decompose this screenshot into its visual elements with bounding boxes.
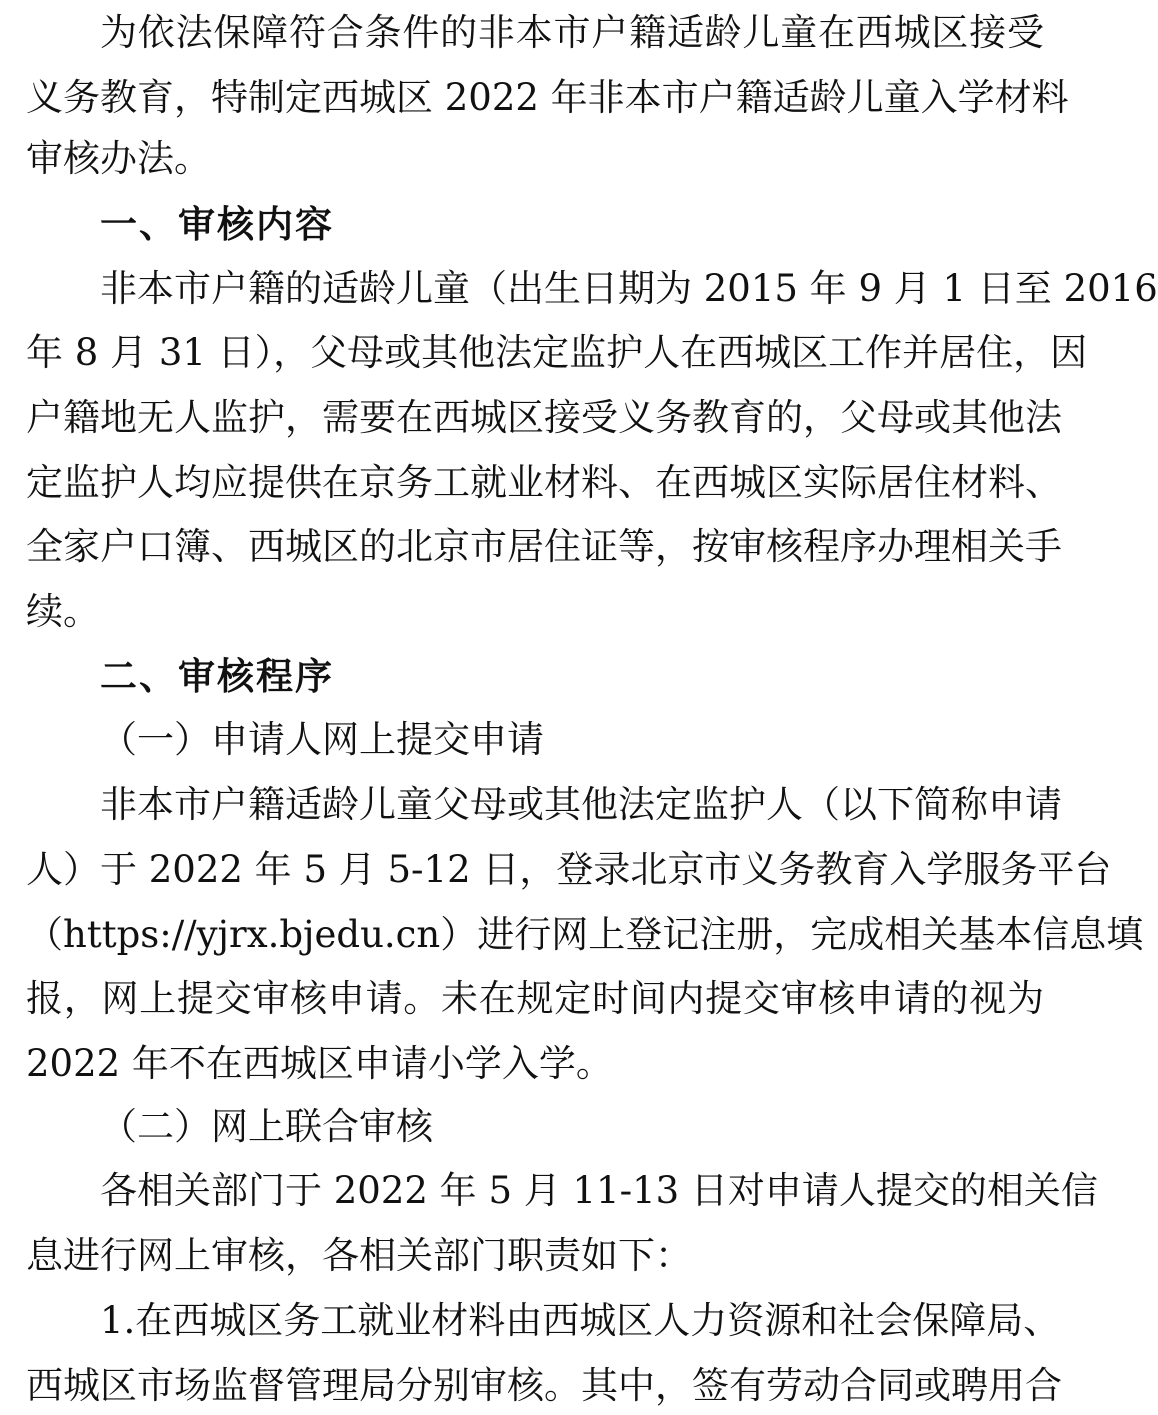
- paragraph-application-line-5: 2022 年不在西城区申请小学入学。: [26, 1042, 613, 1085]
- paragraph-review-line-1: 各相关部门于 2022 年 5 月 11-13 日对申请人提交的相关信: [100, 1169, 1098, 1212]
- paragraph-application-line-3: （https://yjrx.bjedu.cn）进行网上登记注册，完成相关基本信息填: [26, 913, 1144, 956]
- paragraph-content-line-3: 户籍地无人监护，需要在西城区接受义务教育的，父母或其他法: [26, 396, 1062, 439]
- subsection-heading-joint-review: （二）网上联合审核: [100, 1105, 433, 1148]
- paragraph-application-line-4: 报，网上提交审核申请。未在规定时间内提交审核申请的视为: [26, 977, 1044, 1020]
- paragraph-item1-line-2: 西城区市场监督管理局分别审核。其中，签有劳动合同或聘用合: [26, 1364, 1062, 1407]
- paragraph-intro-line-1: 为依法保障符合条件的非本市户籍适龄儿童在西城区接受: [100, 11, 1044, 54]
- paragraph-item1-line-1: 1.在西城区务工就业材料由西城区人力资源和社会保障局、: [100, 1299, 1061, 1342]
- paragraph-application-line-2: 人）于 2022 年 5 月 5-12 日，登录北京市义务教育入学服务平台: [26, 848, 1112, 891]
- paragraph-content-line-1: 非本市户籍的适龄儿童（出生日期为 2015 年 9 月 1 日至 2016: [100, 267, 1158, 310]
- paragraph-review-line-2: 息进行网上审核，各相关部门职责如下：: [26, 1234, 692, 1277]
- paragraph-content-line-5: 全家户口簿、西城区的北京市居住证等，按审核程序办理相关手: [26, 525, 1062, 568]
- subsection-heading-online-application: （一）申请人网上提交申请: [100, 718, 544, 761]
- paragraph-content-line-4: 定监护人均应提供在京务工就业材料、在西城区实际居住材料、: [26, 461, 1062, 504]
- paragraph-application-line-1: 非本市户籍适龄儿童父母或其他法定监护人（以下简称申请: [100, 783, 1062, 826]
- section-heading-audit-content: 一、审核内容: [100, 203, 334, 246]
- paragraph-content-line-2: 年 8 月 31 日），父母或其他法定监护人在西城区工作并居住，因: [26, 331, 1088, 374]
- paragraph-intro-line-3: 审核办法。: [26, 137, 211, 180]
- paragraph-content-line-6: 续。: [26, 590, 100, 633]
- section-heading-audit-procedure: 二、审核程序: [100, 655, 334, 698]
- paragraph-intro-line-2: 义务教育，特制定西城区 2022 年非本市户籍适龄儿童入学材料: [26, 76, 1069, 119]
